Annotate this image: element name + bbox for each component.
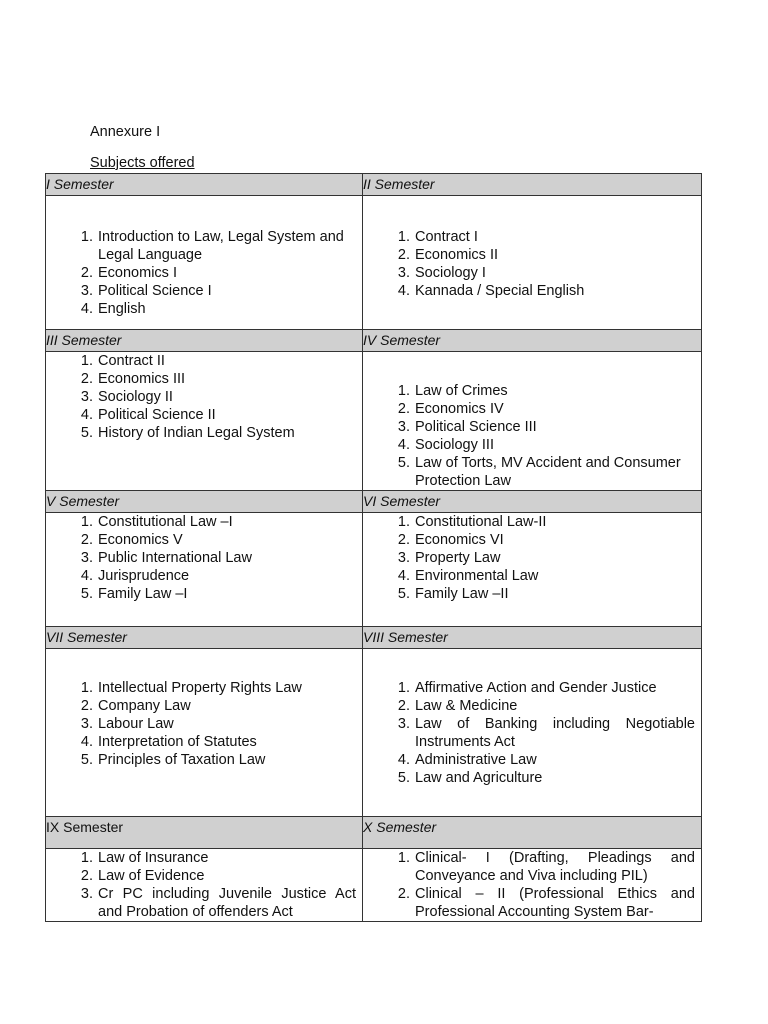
subject-item: 3. Law of Banking including Negotiable Instruments Act <box>414 715 695 751</box>
semester-header: X Semester <box>363 817 702 849</box>
subject-item: 3. Property Law <box>414 549 695 567</box>
subject-item: 2. Economics I <box>97 264 356 282</box>
subject-item: 2. Law & Medicine <box>414 697 695 715</box>
subject-item: 4. Sociology III <box>414 436 695 454</box>
semester-header-row <box>46 627 702 649</box>
subjects-cell <box>46 352 363 491</box>
annexure-title: Annexure I <box>90 124 161 140</box>
semester-header: V Semester <box>46 491 363 513</box>
subject-item: 1. Introduction to Law, Legal System and Legal Language <box>97 228 356 264</box>
subject-list <box>46 849 362 921</box>
subjects-cell <box>363 649 702 817</box>
subject-item: 1. Law of Crimes <box>414 382 695 400</box>
subject-item: 5. Law of Torts, MV Accident and Consumer Protection Law <box>414 454 695 490</box>
semester-header-row <box>46 491 702 513</box>
subjects-row <box>46 649 702 817</box>
subject-list <box>363 849 701 921</box>
subject-list <box>46 228 362 318</box>
subject-item: 3. Political Science III <box>414 418 695 436</box>
subject-item: 5. Law and Agriculture <box>414 769 695 787</box>
subjects-cell <box>363 849 702 922</box>
subject-item: 2. Economics III <box>97 370 356 388</box>
subject-item: 2. Economics VI <box>414 531 695 549</box>
subject-item: 5. Principles of Taxation Law <box>97 751 356 769</box>
subjects-cell <box>363 196 702 330</box>
subject-list <box>363 513 701 603</box>
subject-item: 3. Cr PC including Juvenile Justice Act and Probation of offenders Act <box>97 885 356 921</box>
subjects-cell <box>363 352 702 491</box>
semester-header: III Semester <box>46 330 363 352</box>
subject-item: 5. Family Law –I <box>97 585 356 603</box>
subject-item: 5. Family Law –II <box>414 585 695 603</box>
subject-list <box>363 228 701 300</box>
subjects-row <box>46 196 702 330</box>
subject-item: 4. English <box>97 300 356 318</box>
subject-item: 3. Sociology I <box>414 264 695 282</box>
subject-item: 4. Interpretation of Statutes <box>97 733 356 751</box>
subject-item: 2. Economics V <box>97 531 356 549</box>
semester-header: IX Semester <box>46 817 363 849</box>
subject-item: 4. Kannada / Special English <box>414 282 695 300</box>
subject-list <box>363 382 701 490</box>
subjects-cell <box>363 513 702 627</box>
subject-item: 1. Intellectual Property Rights Law <box>97 679 356 697</box>
subject-item: 4. Administrative Law <box>414 751 695 769</box>
subject-item: 1. Constitutional Law-II <box>414 513 695 531</box>
semester-header-row <box>46 817 702 849</box>
subjects-row <box>46 849 702 922</box>
semester-header: VIII Semester <box>363 627 702 649</box>
subject-item: 2. Economics II <box>414 246 695 264</box>
semester-header: IV Semester <box>363 330 702 352</box>
semester-header-row <box>46 330 702 352</box>
subject-item: 1. Contract I <box>414 228 695 246</box>
subject-item: 5. History of Indian Legal System <box>97 424 356 442</box>
subject-item: 1. Constitutional Law –I <box>97 513 356 531</box>
semester-header: VI Semester <box>363 491 702 513</box>
subjects-heading: Subjects offered <box>90 155 195 171</box>
subject-item: 1. Law of Insurance <box>97 849 356 867</box>
subject-item: 1. Clinical- I (Drafting, Pleadings and Conveyance and Viva including PIL) <box>414 849 695 885</box>
subject-item: 4. Jurisprudence <box>97 567 356 585</box>
subject-item: 3. Public International Law <box>97 549 356 567</box>
subject-list <box>46 352 362 442</box>
subject-item: 2. Clinical – II (Professional Ethics and Professional Accounting System Bar- <box>414 885 695 921</box>
subject-item: 2. Law of Evidence <box>97 867 356 885</box>
subject-item: 3. Labour Law <box>97 715 356 733</box>
subject-item: 2. Company Law <box>97 697 356 715</box>
semester-header: I Semester <box>46 174 363 196</box>
subjects-row <box>46 513 702 627</box>
subject-item: 1. Contract II <box>97 352 356 370</box>
subject-item: 4. Environmental Law <box>414 567 695 585</box>
subjects-cell <box>46 649 363 817</box>
subject-list <box>363 679 701 787</box>
semester-table <box>45 173 702 922</box>
subjects-cell <box>46 196 363 330</box>
subjects-row <box>46 352 702 491</box>
subject-item: 2. Economics IV <box>414 400 695 418</box>
semester-header: VII Semester <box>46 627 363 649</box>
subject-list <box>46 679 362 769</box>
subject-item: 1. Affirmative Action and Gender Justice <box>414 679 695 697</box>
subject-item: 3. Political Science I <box>97 282 356 300</box>
semester-header: II Semester <box>363 174 702 196</box>
subject-list <box>46 513 362 603</box>
subjects-cell <box>46 513 363 627</box>
subject-item: 3. Sociology II <box>97 388 356 406</box>
subjects-cell <box>46 849 363 922</box>
semester-header-row <box>46 174 702 196</box>
subject-item: 4. Political Science II <box>97 406 356 424</box>
